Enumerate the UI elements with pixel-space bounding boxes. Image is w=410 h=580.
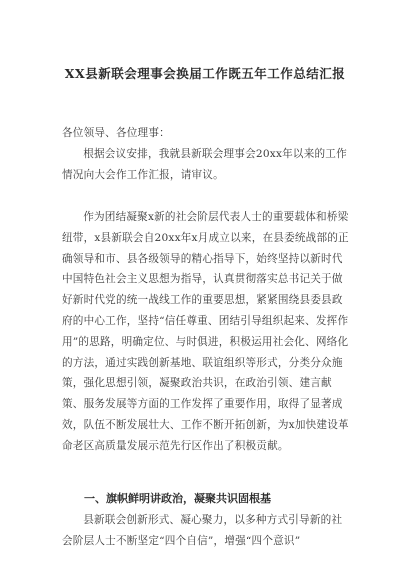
paragraph-intro: 根据会议安排，我就县新联会理事会20xx年以来的工作情况向大会作工作汇报，请审议。 [62,148,347,181]
section-paragraph: 县新联会创新形式、凝心聚力，以多种方式引导新的社会阶层人士不断坚定“四个自信”，增强“四个意识” [62,514,343,547]
document-title: XX县新联会理事会换届工作既五年工作总结汇报 [64,66,346,81]
greeting: 各位领导、各位理事： [62,127,170,139]
section-heading: 一、旗帜鲜明讲政治，凝聚共识固根基 [84,492,271,505]
paragraph-overview: 作为团结凝聚x新的社会阶层代表人士的重要载体和桥梁纽带，x县新联会自20xx年x月成立以来，在县委统战部的正确领导和市、县各级领导的精心指导下，始终坚持以新时代中国特色社会主义思想为指导，认真贯彻落实总书记关于做好新时代党的统一战线工作的重要思想，紧紧围绕县委县政府的中心工作，坚持“信任尊重、团结引导组织起来、发挥作用”的思路，明确定位、与时俱进，积极运用社会化、网络化的方法，通过实践创新基地、联谊组织等形式，分类分众施策，强化思想引领，凝聚政治共识，在政治引领、建言献策、服务发展等方面的工作发挥了重要作用，取得了显著成效，队伍不断发展壮大、工作不断开拓创新，为x加快建设革命老区高质量发展示范先行区作出了积极贡献。 [62,211,349,452]
